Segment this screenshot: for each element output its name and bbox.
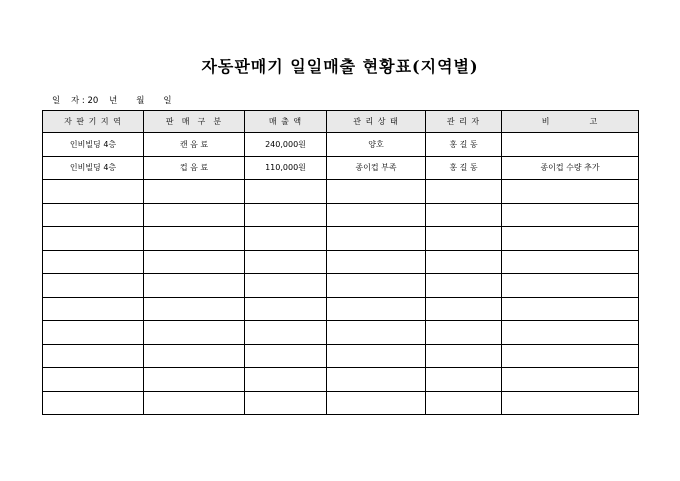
sales-type-cell [144, 368, 245, 392]
region-cell: 인비빌딩 4층 [43, 156, 144, 180]
remarks-cell [502, 227, 639, 251]
table-row [43, 368, 639, 392]
table-row [43, 203, 639, 227]
remarks-cell [502, 180, 639, 204]
header-manager: 관 리 자 [426, 111, 502, 133]
remarks-cell [502, 344, 639, 368]
status-cell [327, 180, 426, 204]
sales-amount-cell: 240,000원 [245, 133, 327, 157]
status-cell: 종이컵 부족 [327, 156, 426, 180]
date-line: 일 자 : 20 년 월 일 [52, 96, 172, 106]
sales-amount-cell [245, 180, 327, 204]
remarks-cell [502, 133, 639, 157]
table-row [43, 133, 639, 157]
sales-type-cell [144, 250, 245, 274]
region-cell [43, 274, 144, 298]
manager-cell [426, 250, 502, 274]
remarks-cell [502, 297, 639, 321]
status-cell [327, 203, 426, 227]
manager-cell: 홍 길 동 [426, 133, 502, 157]
sales-table [42, 110, 639, 415]
table-row [43, 321, 639, 345]
region-cell [43, 250, 144, 274]
sales-amount-cell [245, 344, 327, 368]
remarks-cell [502, 321, 639, 345]
manager-cell [426, 180, 502, 204]
table-row [43, 156, 639, 180]
table-row [43, 250, 639, 274]
table-row [43, 344, 639, 368]
sales-amount-cell [245, 391, 327, 415]
manager-cell [426, 274, 502, 298]
remarks-cell [502, 391, 639, 415]
table-header-row [43, 111, 639, 133]
manager-cell [426, 203, 502, 227]
sales-amount-cell [245, 368, 327, 392]
region-cell [43, 368, 144, 392]
header-remarks: 비 고 [502, 111, 639, 133]
sales-type-cell [144, 227, 245, 251]
region-cell [43, 391, 144, 415]
remarks-cell [502, 368, 639, 392]
sales-amount-cell [245, 250, 327, 274]
header-sales-amount: 매 출 액 [245, 111, 327, 133]
region-cell [43, 180, 144, 204]
status-cell [327, 344, 426, 368]
sales-type-cell [144, 391, 245, 415]
document-title: 자동판매기 일일매출 현황표(지역별) [201, 57, 479, 76]
header-status: 관 리 상 태 [327, 111, 426, 133]
manager-cell [426, 297, 502, 321]
sales-type-cell [144, 321, 245, 345]
status-cell [327, 321, 426, 345]
sales-type-cell [144, 274, 245, 298]
region-cell [43, 297, 144, 321]
sales-type-cell [144, 297, 245, 321]
manager-cell [426, 321, 502, 345]
manager-cell [426, 344, 502, 368]
status-cell [327, 274, 426, 298]
table-row [43, 391, 639, 415]
sales-type-cell [144, 203, 245, 227]
sales-type-cell: 컵 음 료 [144, 156, 245, 180]
region-cell [43, 344, 144, 368]
sales-type-cell [144, 180, 245, 204]
table-row [43, 180, 639, 204]
sales-amount-cell [245, 297, 327, 321]
sales-amount-cell [245, 227, 327, 251]
header-region: 자 판 기 지 역 [43, 111, 144, 133]
remarks-cell: 종이컵 수량 추가 [502, 156, 639, 180]
table-row [43, 227, 639, 251]
sales-type-cell: 캔 음 료 [144, 133, 245, 157]
region-cell: 인비빌딩 4층 [43, 133, 144, 157]
header-sales-type: 판 매 구 분 [144, 111, 245, 133]
manager-cell [426, 391, 502, 415]
status-cell [327, 250, 426, 274]
sales-amount-cell: 110,000원 [245, 156, 327, 180]
sales-amount-cell [245, 274, 327, 298]
status-cell [327, 297, 426, 321]
table-row [43, 297, 639, 321]
sales-amount-cell [245, 203, 327, 227]
remarks-cell [502, 250, 639, 274]
remarks-cell [502, 274, 639, 298]
status-cell [327, 391, 426, 415]
table-row [43, 274, 639, 298]
region-cell [43, 203, 144, 227]
remarks-cell [502, 203, 639, 227]
sales-amount-cell [245, 321, 327, 345]
sales-type-cell [144, 344, 245, 368]
status-cell [327, 368, 426, 392]
manager-cell [426, 368, 502, 392]
status-cell: 양호 [327, 133, 426, 157]
region-cell [43, 227, 144, 251]
manager-cell: 홍 길 동 [426, 156, 502, 180]
status-cell [327, 227, 426, 251]
manager-cell [426, 227, 502, 251]
region-cell [43, 321, 144, 345]
